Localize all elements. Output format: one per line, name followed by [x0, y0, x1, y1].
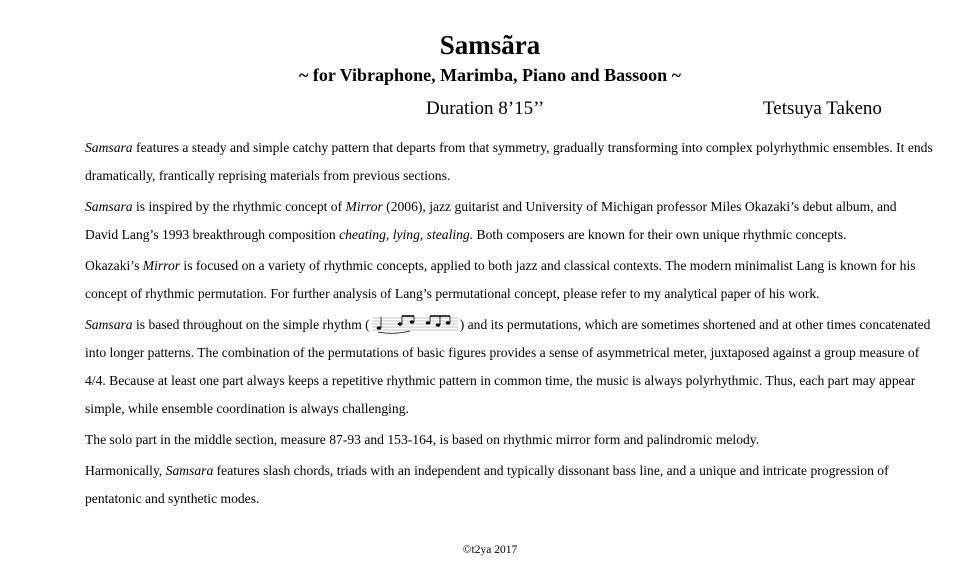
rhythm-notation-icon: [370, 313, 460, 335]
work-title: Samsara: [85, 140, 133, 155]
paragraph-text: features a steady and simple catchy pattern that departs from that symmetry, gradually transforming into complex polyrhythmic ensembles. It ends dramatically, frantically reprising materials from previous sections.: [85, 140, 933, 183]
paragraph-text: The solo part in the middle section, measure 87-93 and 153-164, is based on rhythmic mirror form and palindromic melody.: [85, 432, 760, 447]
page-title: Samsãra: [439, 30, 541, 60]
page-subtitle: ~ for Vibraphone, Marimba, Piano and Bassoon ~: [299, 65, 681, 85]
paragraph-text: is focused on a variety of rhythmic concepts, applied to both jazz and classical contexts. The modern minimalist Lang is known for his concept of rhythmic permutation. For further analysis of Lang’s permutational concept, please refer to my analytical paper of his work.: [85, 258, 916, 301]
paragraph-text: is inspired by the rhythmic concept of: [132, 199, 346, 214]
copyright-footer: ©t2ya 2017: [462, 544, 518, 556]
paragraph-text: Both composers are known for their own unique rhythmic concepts.: [473, 227, 847, 242]
paragraph-text: is based throughout on the simple rhythm (: [132, 317, 370, 332]
paragraph-text: features slash chords, triads with an independent and typically dissonant bass line, and a unique and intricate progression of pentatonic and synthetic modes.: [85, 463, 889, 506]
paragraph-6: [85, 457, 933, 513]
paragraph-text: Okazaki’s: [85, 258, 143, 273]
paragraph-3: [85, 252, 933, 308]
paragraph-text: ) and its permutations, which are sometimes shortened and at other times concatenated into longer patterns. The combination of the permutations of basic figures provides a sense of asymmetrical meter, juxtaposed against a group measure of 4/4. Because at least one part always keeps a repetitive rhythmic pattern in common time, the music is always polyrhythmic. Thus, each part may appear simple, while ensemble coordination is always challenging.: [85, 317, 931, 416]
program-notes: [85, 134, 933, 516]
paragraph-text: Harmonically,: [85, 463, 166, 478]
paragraph-4: [85, 311, 933, 423]
paragraph-text: (2006), jazz guitarist and University of Michigan professor Miles Okazaki’s debut album, and David Lang’s 1993 breakthrough composition: [85, 199, 897, 242]
duration-label: Duration 8’15’’: [426, 98, 545, 119]
paragraph-2: [85, 193, 933, 249]
album-title: Mirror: [142, 258, 181, 273]
work-title: Samsara: [165, 463, 214, 478]
composition-title: cheating, lying, stealing.: [339, 227, 474, 242]
composer-name: Tetsuya Takeno: [763, 98, 882, 119]
work-title: Samsara: [85, 317, 133, 332]
work-title: Samsara: [85, 199, 133, 214]
paragraph-1: [85, 134, 933, 190]
album-title: Mirror: [345, 199, 383, 214]
paragraph-5: [85, 426, 933, 454]
